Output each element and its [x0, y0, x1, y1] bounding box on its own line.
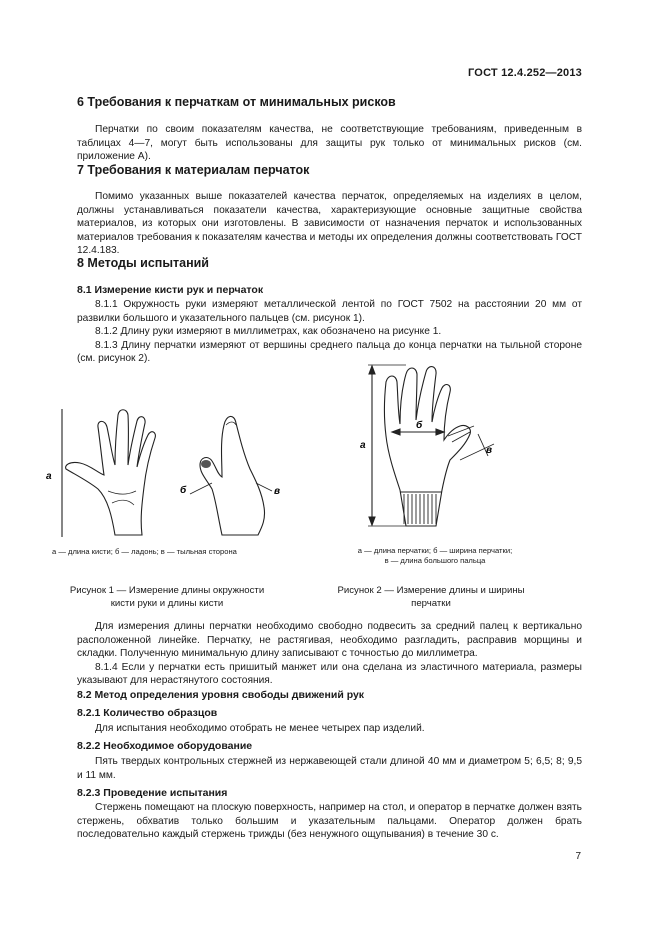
figure-1-caption-line-1: Рисунок 1 — Измерение длины окружности: [69, 585, 265, 596]
after-figure-text: [77, 620, 582, 688]
page-number: 7: [575, 851, 581, 862]
figure-2-caption-line-2: перчатки: [411, 598, 451, 609]
section-6-text: [77, 123, 582, 164]
figure-1-pointer-b: [190, 483, 212, 494]
subsection-8-2-title: 8.2 Метод определения уровня свободы движений рук: [77, 689, 365, 701]
figure-1-palm-crease: [112, 500, 134, 505]
figure-2-caption: [316, 584, 546, 610]
figure-1-caption: [52, 584, 282, 610]
section-7-paragraph: Помимо указанных выше показателей качества перчаток, определяемых на изделиях в целом, должны устанавливаться показатели качества, характеризующие основные защитные свойства материалов, из которых они изготовлены. В зависимости от назначения перчаток и использованных материалов требования к показателям качества и методы их определения должны соответствовать ГОСТ 12.4.183.: [77, 191, 582, 256]
figure-1-palm-crease: [108, 491, 136, 494]
subsection-8-2-1-text: [77, 722, 582, 736]
figure-2-label-b: б: [416, 420, 423, 431]
figure-2-arrow-top: [369, 366, 375, 374]
figure-1-legend: а — длина кисти; б — ладонь; в — тыльная сторона: [52, 547, 237, 556]
figure-2-glove: [385, 367, 471, 526]
figure-2-drawing: [348, 360, 508, 532]
figure-2-legend-line-2: в — длина большого пальца: [384, 556, 486, 565]
section-6-paragraph: Перчатки по своим показателям качества, не соответствующие требованиям, приведенным в таблицах 4—7, могут быть использованы для защиты рук только от минимальных рисков (см. приложение А).: [77, 124, 582, 162]
figure-1-palm-hand: [66, 410, 156, 535]
figure-2-width-arrow-right: [436, 429, 444, 435]
paragraph-8-2-3: Стержень помещают на плоскую поверхность, например на стол, и оператор в перчатке должен взять стержень, обхватив только большим и указательным пальцами. Оператор должен брать последовательно каждый стержень трижды (без ненужного ощупывания) в течение 30 с.: [77, 802, 582, 840]
figure-2-legend-line-1: а — длина перчатки; б — ширина перчатки;: [357, 546, 513, 555]
section-7-title: 7 Требования к материалам перчаток: [77, 163, 310, 177]
paragraph-8-2-2: Пять твердых контрольных стержней из нержавеющей стали длиной 40 мм и диаметром 5; 6,5; 8; 9,5 и 11 мм.: [77, 756, 582, 781]
figure-2-label-v: в: [486, 445, 493, 456]
figure-1-label-v: в: [274, 486, 281, 497]
figure-2-width-arrow-left: [392, 429, 400, 435]
figure-2-legend: [330, 546, 540, 566]
subsection-8-2-3-title: 8.2.3 Проведение испытания: [77, 787, 228, 799]
subsection-8-1-text: [77, 298, 582, 366]
paragraph-8-1-1: 8.1.1 Окружность руки измеряют металлической лентой по ГОСТ 7502 на расстоянии 20 мм от развилки большого и указательного пальцев (см. рисунок 1).: [77, 299, 582, 324]
section-6-title: 6 Требования к перчаткам от минимальных рисков: [77, 95, 396, 109]
figure-1-drawing: [40, 395, 290, 545]
figure-1-side-hand: [200, 416, 265, 535]
figure-2-cuff: [400, 492, 442, 524]
figure-2-caption-line-1: Рисунок 2 — Измерение длины и ширины: [337, 585, 525, 596]
figure-2-arrow-bottom: [369, 517, 375, 525]
subsection-8-2-2-title: 8.2.2 Необходимое оборудование: [77, 740, 253, 752]
paragraph-8-1-2: 8.1.2 Длину руки измеряют в миллиметрах, как обозначено на рисунке 1.: [95, 326, 442, 337]
subsection-8-2-3-text: [77, 801, 582, 842]
subsection-8-2-1-title: 8.2.1 Количество образцов: [77, 707, 218, 719]
figure-1-finger-nail: [226, 422, 236, 425]
figure-1-label-b: б: [180, 485, 187, 496]
glove-length-paragraph: Для измерения длины перчатки необходимо свободно подвесить за средний палец к вертикально расположенной линейке. Перчатку, не растягивая, необходимо разгладить, расправив морщины и складки. Полученную минимальную длину записывают с точностью до миллиметра.: [77, 621, 582, 659]
figure-1-label-a: а: [46, 471, 52, 482]
figure-1-thumb-nail: [201, 460, 211, 468]
paragraph-8-1-4: 8.1.4 Если у перчатки есть пришитый манжет или она сделана из эластичного материала, размеры указывают для нерастянутого состояния.: [77, 661, 582, 686]
paragraph-8-2-1: Для испытания необходимо отобрать не менее четырех пар изделий.: [95, 723, 425, 734]
document-header: ГОСТ 12.4.252—2013: [468, 67, 582, 79]
figure-2-label-a: а: [360, 440, 366, 451]
paragraph-8-1-3: 8.1.3 Длину перчатки измеряют от вершины среднего пальца до конца перчатки на тыльной стороне (см. рисунок 2).: [77, 339, 582, 364]
section-7-text: [77, 190, 582, 258]
section-8-title: 8 Методы испытаний: [77, 256, 209, 270]
figure-1-caption-line-2: кисти руки и длины кисти: [110, 598, 224, 609]
subsection-8-1-title: 8.1 Измерение кисти рук и перчаток: [77, 284, 264, 296]
subsection-8-2-2-text: [77, 755, 582, 782]
